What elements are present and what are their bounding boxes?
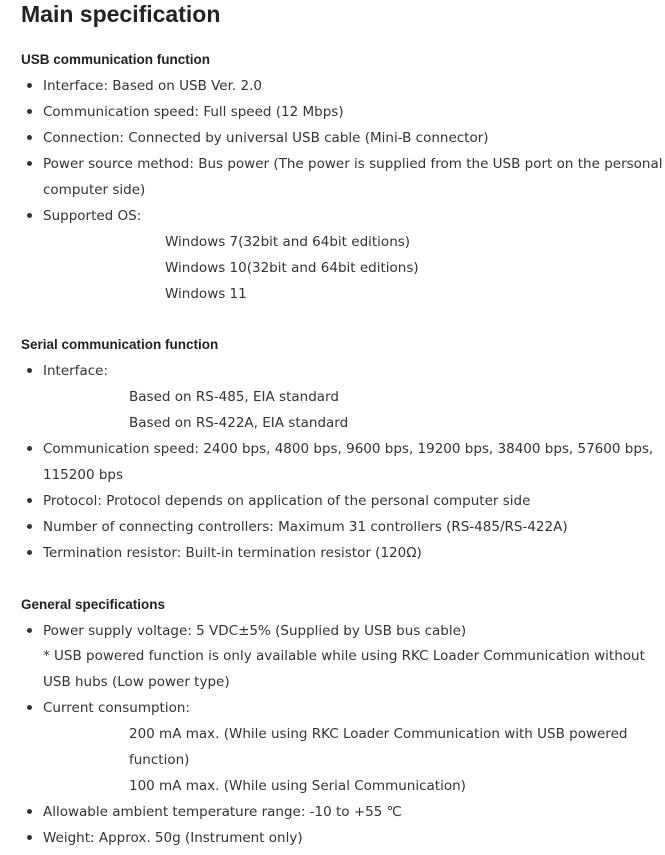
bullet-icon (27, 446, 32, 451)
general-usb-note-cont: USB hubs (Low power type) (43, 674, 230, 690)
usb-interface: Interface: Based on USB Ver. 2.0 (43, 78, 262, 94)
bullet-icon (27, 835, 32, 840)
serial-interface-item: Based on RS-422A, EIA standard (129, 415, 349, 431)
serial-protocol: Protocol: Protocol depends on application of the personal computer side (43, 493, 531, 509)
bullet-icon (27, 524, 32, 529)
general-voltage: Power supply voltage: 5 VDC±5% (Supplied by USB bus cable) (43, 623, 467, 639)
usb-speed: Communication speed: Full speed (12 Mbps) (43, 104, 344, 120)
bullet-icon (27, 161, 32, 166)
usb-power-method: Power source method: Bus power (The power is supplied from the USB port on the personal (43, 156, 663, 172)
page-title: Main specification (21, 1, 221, 27)
usb-connection: Connection: Connected by universal USB cable (Mini-B connector) (43, 130, 489, 146)
serial-speed: Communication speed: 2400 bps, 4800 bps, 9600 bps, 19200 bps, 38400 bps, 57600 bps, (43, 441, 654, 457)
usb-section-heading: USB communication function (21, 52, 210, 67)
bullet-icon (27, 368, 32, 373)
usb-power-method-cont: computer side) (43, 182, 146, 198)
bullet-icon (27, 498, 32, 503)
bullet-icon (27, 83, 32, 88)
bullet-icon (27, 135, 32, 140)
serial-termination: Termination resistor: Built-in termination resistor (120Ω) (43, 545, 422, 561)
serial-interface-item: Based on RS-485, EIA standard (129, 389, 339, 405)
bullet-icon (27, 550, 32, 555)
general-current-usb-cont: function) (129, 752, 190, 768)
general-current-usb: 200 mA max. (While using RKC Loader Communication with USB powered (129, 726, 628, 742)
serial-controllers: Number of connecting controllers: Maximum 31 controllers (RS-485/RS-422A) (43, 519, 568, 535)
bullet-icon (27, 809, 32, 814)
general-current-serial: 100 mA max. (While using Serial Communication) (129, 778, 466, 794)
general-current-label: Current consumption: (43, 700, 190, 716)
bullet-icon (27, 705, 32, 710)
general-temperature: Allowable ambient temperature range: -10 to +55 ℃ (43, 804, 402, 820)
serial-section-heading: Serial communication function (21, 337, 219, 352)
general-weight: Weight: Approx. 50g (Instrument only) (43, 830, 303, 846)
bullet-icon (27, 109, 32, 114)
usb-os-item: Windows 11 (165, 286, 247, 302)
bullet-icon (27, 213, 32, 218)
usb-os-item: Windows 7(32bit and 64bit editions) (165, 234, 411, 250)
usb-os-label: Supported OS: (43, 208, 142, 224)
general-usb-note: * USB powered function is only available while using RKC Loader Communication without (43, 648, 645, 664)
serial-speed-cont: 115200 bps (43, 467, 123, 483)
bullet-icon (27, 628, 32, 633)
general-section-heading: General specifications (21, 597, 166, 612)
usb-os-item: Windows 10(32bit and 64bit editions) (165, 260, 419, 276)
serial-interface-label: Interface: (43, 363, 108, 379)
